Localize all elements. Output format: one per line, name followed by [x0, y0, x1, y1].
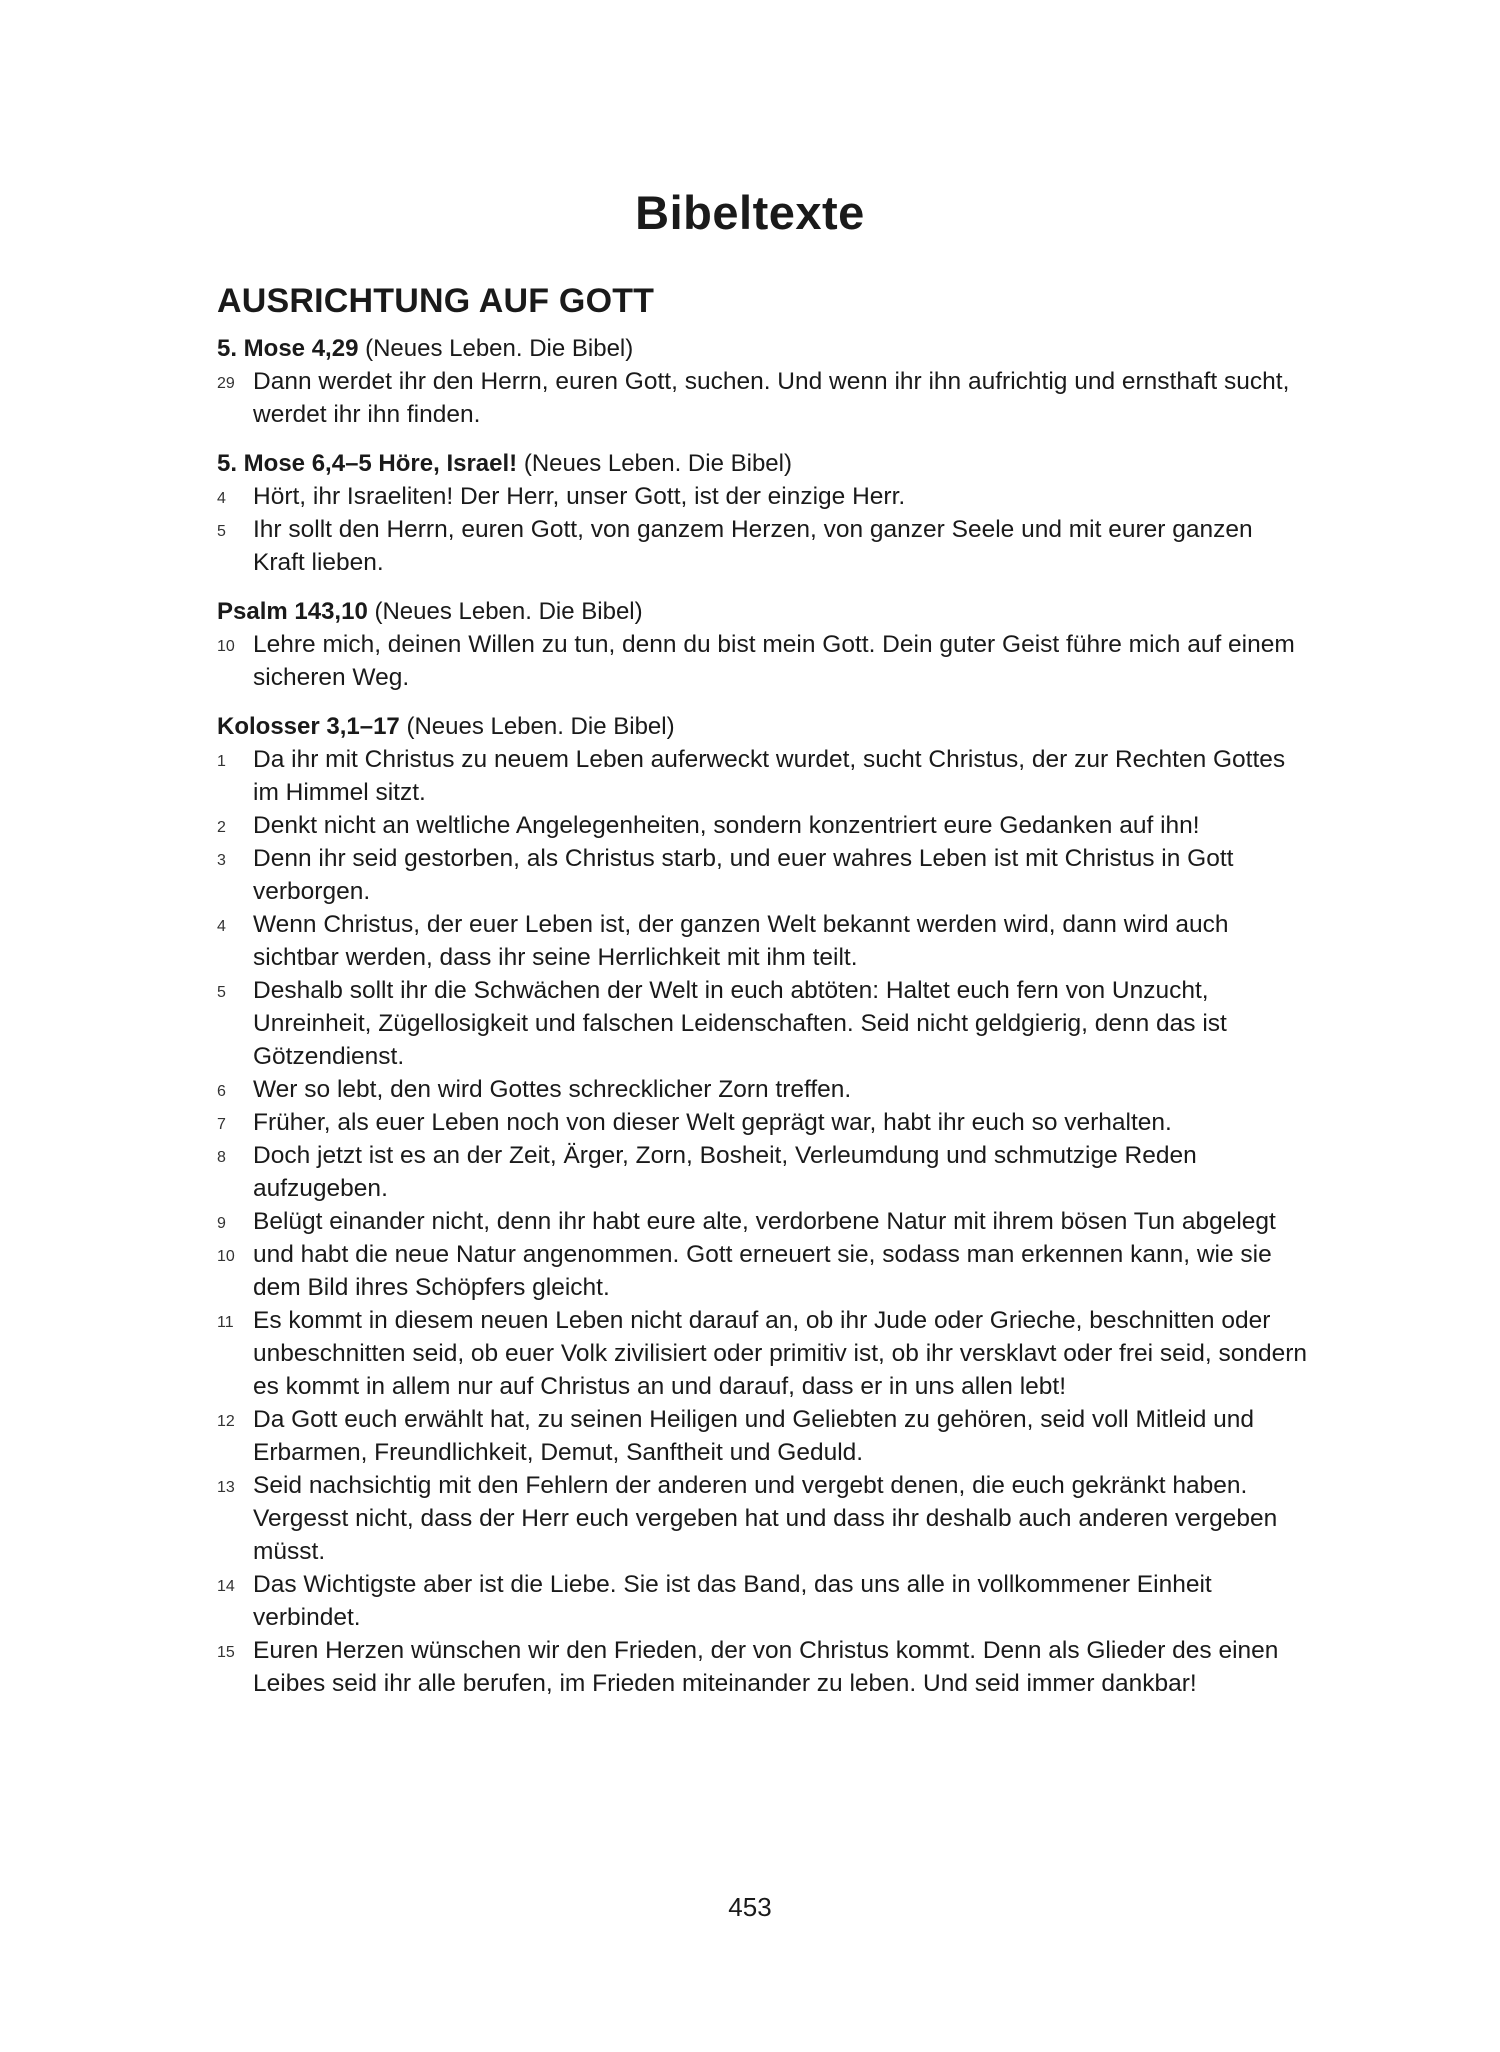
- section-heading: AUSRICHTUNG AUF GOTT: [217, 282, 655, 320]
- verse-number: 11: [217, 1314, 234, 1331]
- reference-translation: (Neues Leben. Die Bibel): [367, 598, 643, 625]
- verse-number: 10: [217, 638, 235, 655]
- verse: [217, 1106, 1307, 1139]
- passage: [217, 595, 1307, 694]
- verse-text: Ihr sollt den Herrn, euren Gott, von ganzem Herzen, von ganzer Seele und mit eurer ganzen Kraft lieben.: [253, 516, 1253, 576]
- page-title: Bibeltexte: [635, 186, 865, 239]
- verse: [217, 1403, 1307, 1469]
- verse-number: 29: [217, 375, 235, 392]
- verse: [217, 1205, 1307, 1238]
- verse-number: 7: [217, 1116, 226, 1133]
- verse-text: Es kommt in diesem neuen Leben nicht darauf an, ob ihr Jude oder Grieche, beschnitten oder unbeschnitten seid, ob euer Volk zivilisiert oder primitiv ist, ob ihr versklavt oder frei seid, sondern es kommt in allem nur auf Christus an und darauf, dass er in uns allen lebt!: [253, 1307, 1307, 1400]
- verse-number: 4: [217, 918, 226, 935]
- verse: [217, 1139, 1307, 1205]
- reference-name: 5. Mose 6,4–5 Höre, Israel!: [217, 450, 518, 477]
- reference-name: 5. Mose 4,29: [217, 335, 359, 362]
- verse-number: 9: [217, 1215, 226, 1232]
- verse-number: 10: [217, 1248, 235, 1265]
- passage: [217, 332, 1307, 431]
- passage-reference: [217, 710, 1307, 743]
- reference-name: Psalm 143,10: [217, 598, 368, 625]
- verse-text: Denkt nicht an weltliche Angelegenheiten, sondern konzentriert eure Gedanken auf ihn!: [253, 812, 1200, 839]
- verse: [217, 1634, 1307, 1700]
- verse-number: 3: [217, 852, 226, 869]
- reference-translation: (Neues Leben. Die Bibel): [399, 713, 675, 740]
- verse: [217, 809, 1307, 842]
- passage: [217, 710, 1307, 1700]
- verse: [217, 365, 1307, 431]
- passage-reference: [217, 595, 1307, 628]
- verse-text: Das Wichtigste aber ist die Liebe. Sie ist das Band, das uns alle in vollkommener Einheit verbindet.: [253, 1571, 1212, 1631]
- reference-name: Kolosser 3,1–17: [217, 713, 400, 740]
- verse-number: 13: [217, 1479, 235, 1496]
- reference-translation: (Neues Leben. Die Bibel): [517, 450, 792, 477]
- verse-number: 12: [217, 1413, 235, 1430]
- verse: [217, 1568, 1307, 1634]
- verse-text: Belügt einander nicht, denn ihr habt eure alte, verdorbene Natur mit ihrem bösen Tun abgelegt: [253, 1208, 1276, 1235]
- verse: [217, 628, 1307, 694]
- verse-text: Da ihr mit Christus zu neuem Leben auferweckt wurdet, sucht Christus, der zur Rechten Gottes im Himmel sitzt.: [253, 746, 1286, 806]
- verse-text: Doch jetzt ist es an der Zeit, Ärger, Zorn, Bosheit, Verleumdung und schmutzige Reden aufzugeben.: [253, 1142, 1197, 1202]
- content-area: [217, 278, 1307, 1716]
- page-number: 453: [728, 1892, 772, 1922]
- verse-number: 15: [217, 1644, 235, 1661]
- verse: [217, 1238, 1307, 1304]
- verse-number: 5: [217, 984, 226, 1001]
- verse-text: Seid nachsichtig mit den Fehlern der anderen und vergebt denen, die euch gekränkt haben. Vergesst nicht, dass der Herr euch vergeben hat und dass ihr deshalb auch anderen vergeben müsst.: [253, 1472, 1278, 1565]
- verse-number: 4: [217, 490, 226, 507]
- verse: [217, 974, 1307, 1073]
- verse: [217, 480, 1307, 513]
- passages-list: [217, 332, 1307, 1700]
- verse-text: Lehre mich, deinen Willen zu tun, denn du bist mein Gott. Dein guter Geist führe mich auf einem sicheren Weg.: [253, 631, 1295, 691]
- passage: [217, 447, 1307, 579]
- verse: [217, 842, 1307, 908]
- verse-text: Dann werdet ihr den Herrn, euren Gott, suchen. Und wenn ihr ihn aufrichtig und ernsthaft sucht, werdet ihr ihn finden.: [253, 368, 1290, 428]
- verse: [217, 908, 1307, 974]
- verse-text: Denn ihr seid gestorben, als Christus starb, und euer wahres Leben ist mit Christus in Gott verborgen.: [253, 845, 1234, 905]
- verse-number: 1: [217, 753, 226, 770]
- verse-text: Hört, ihr Israeliten! Der Herr, unser Gott, ist der einzige Herr.: [253, 483, 906, 510]
- verse: [217, 1304, 1307, 1403]
- verse: [217, 743, 1307, 809]
- verse: [217, 1073, 1307, 1106]
- verse-number: 6: [217, 1083, 226, 1100]
- verse-number: 5: [217, 523, 226, 540]
- reference-translation: (Neues Leben. Die Bibel): [358, 335, 634, 362]
- verse-text: Da Gott euch erwählt hat, zu seinen Heiligen und Geliebten zu gehören, seid voll Mitleid und Erbarmen, Freundlichkeit, Demut, Sanftheit und Geduld.: [253, 1406, 1255, 1466]
- verse-text: Wenn Christus, der euer Leben ist, der ganzen Welt bekannt werden wird, dann wird auch sichtbar werden, dass ihr seine Herrlichkeit mit ihm teilt.: [253, 911, 1229, 971]
- passage-reference: [217, 447, 1307, 480]
- passage-reference: [217, 332, 1307, 365]
- verse: [217, 1469, 1307, 1568]
- verse-number: 2: [217, 819, 226, 836]
- verse-text: Deshalb sollt ihr die Schwächen der Welt in euch abtöten: Haltet euch fern von Unzucht, Unreinheit, Zügellosigkeit und falschen Leidenschaften. Seid nicht geldgierig, denn das ist Götzendienst.: [253, 977, 1227, 1070]
- verse: [217, 513, 1307, 579]
- verse-text: Wer so lebt, den wird Gottes schrecklicher Zorn treffen.: [253, 1076, 852, 1103]
- verse-number: 14: [217, 1578, 235, 1595]
- verse-text: Früher, als euer Leben noch von dieser Welt geprägt war, habt ihr euch so verhalten.: [253, 1109, 1172, 1136]
- verse-number: 8: [217, 1149, 226, 1166]
- verse-text: Euren Herzen wünschen wir den Frieden, der von Christus kommt. Denn als Glieder des einen Leibes seid ihr alle berufen, im Frieden miteinander zu leben. Und seid immer dankbar!: [253, 1637, 1279, 1697]
- verse-text: und habt die neue Natur angenommen. Gott erneuert sie, sodass man erkennen kann, wie sie dem Bild ihres Schöpfers gleicht.: [253, 1241, 1272, 1301]
